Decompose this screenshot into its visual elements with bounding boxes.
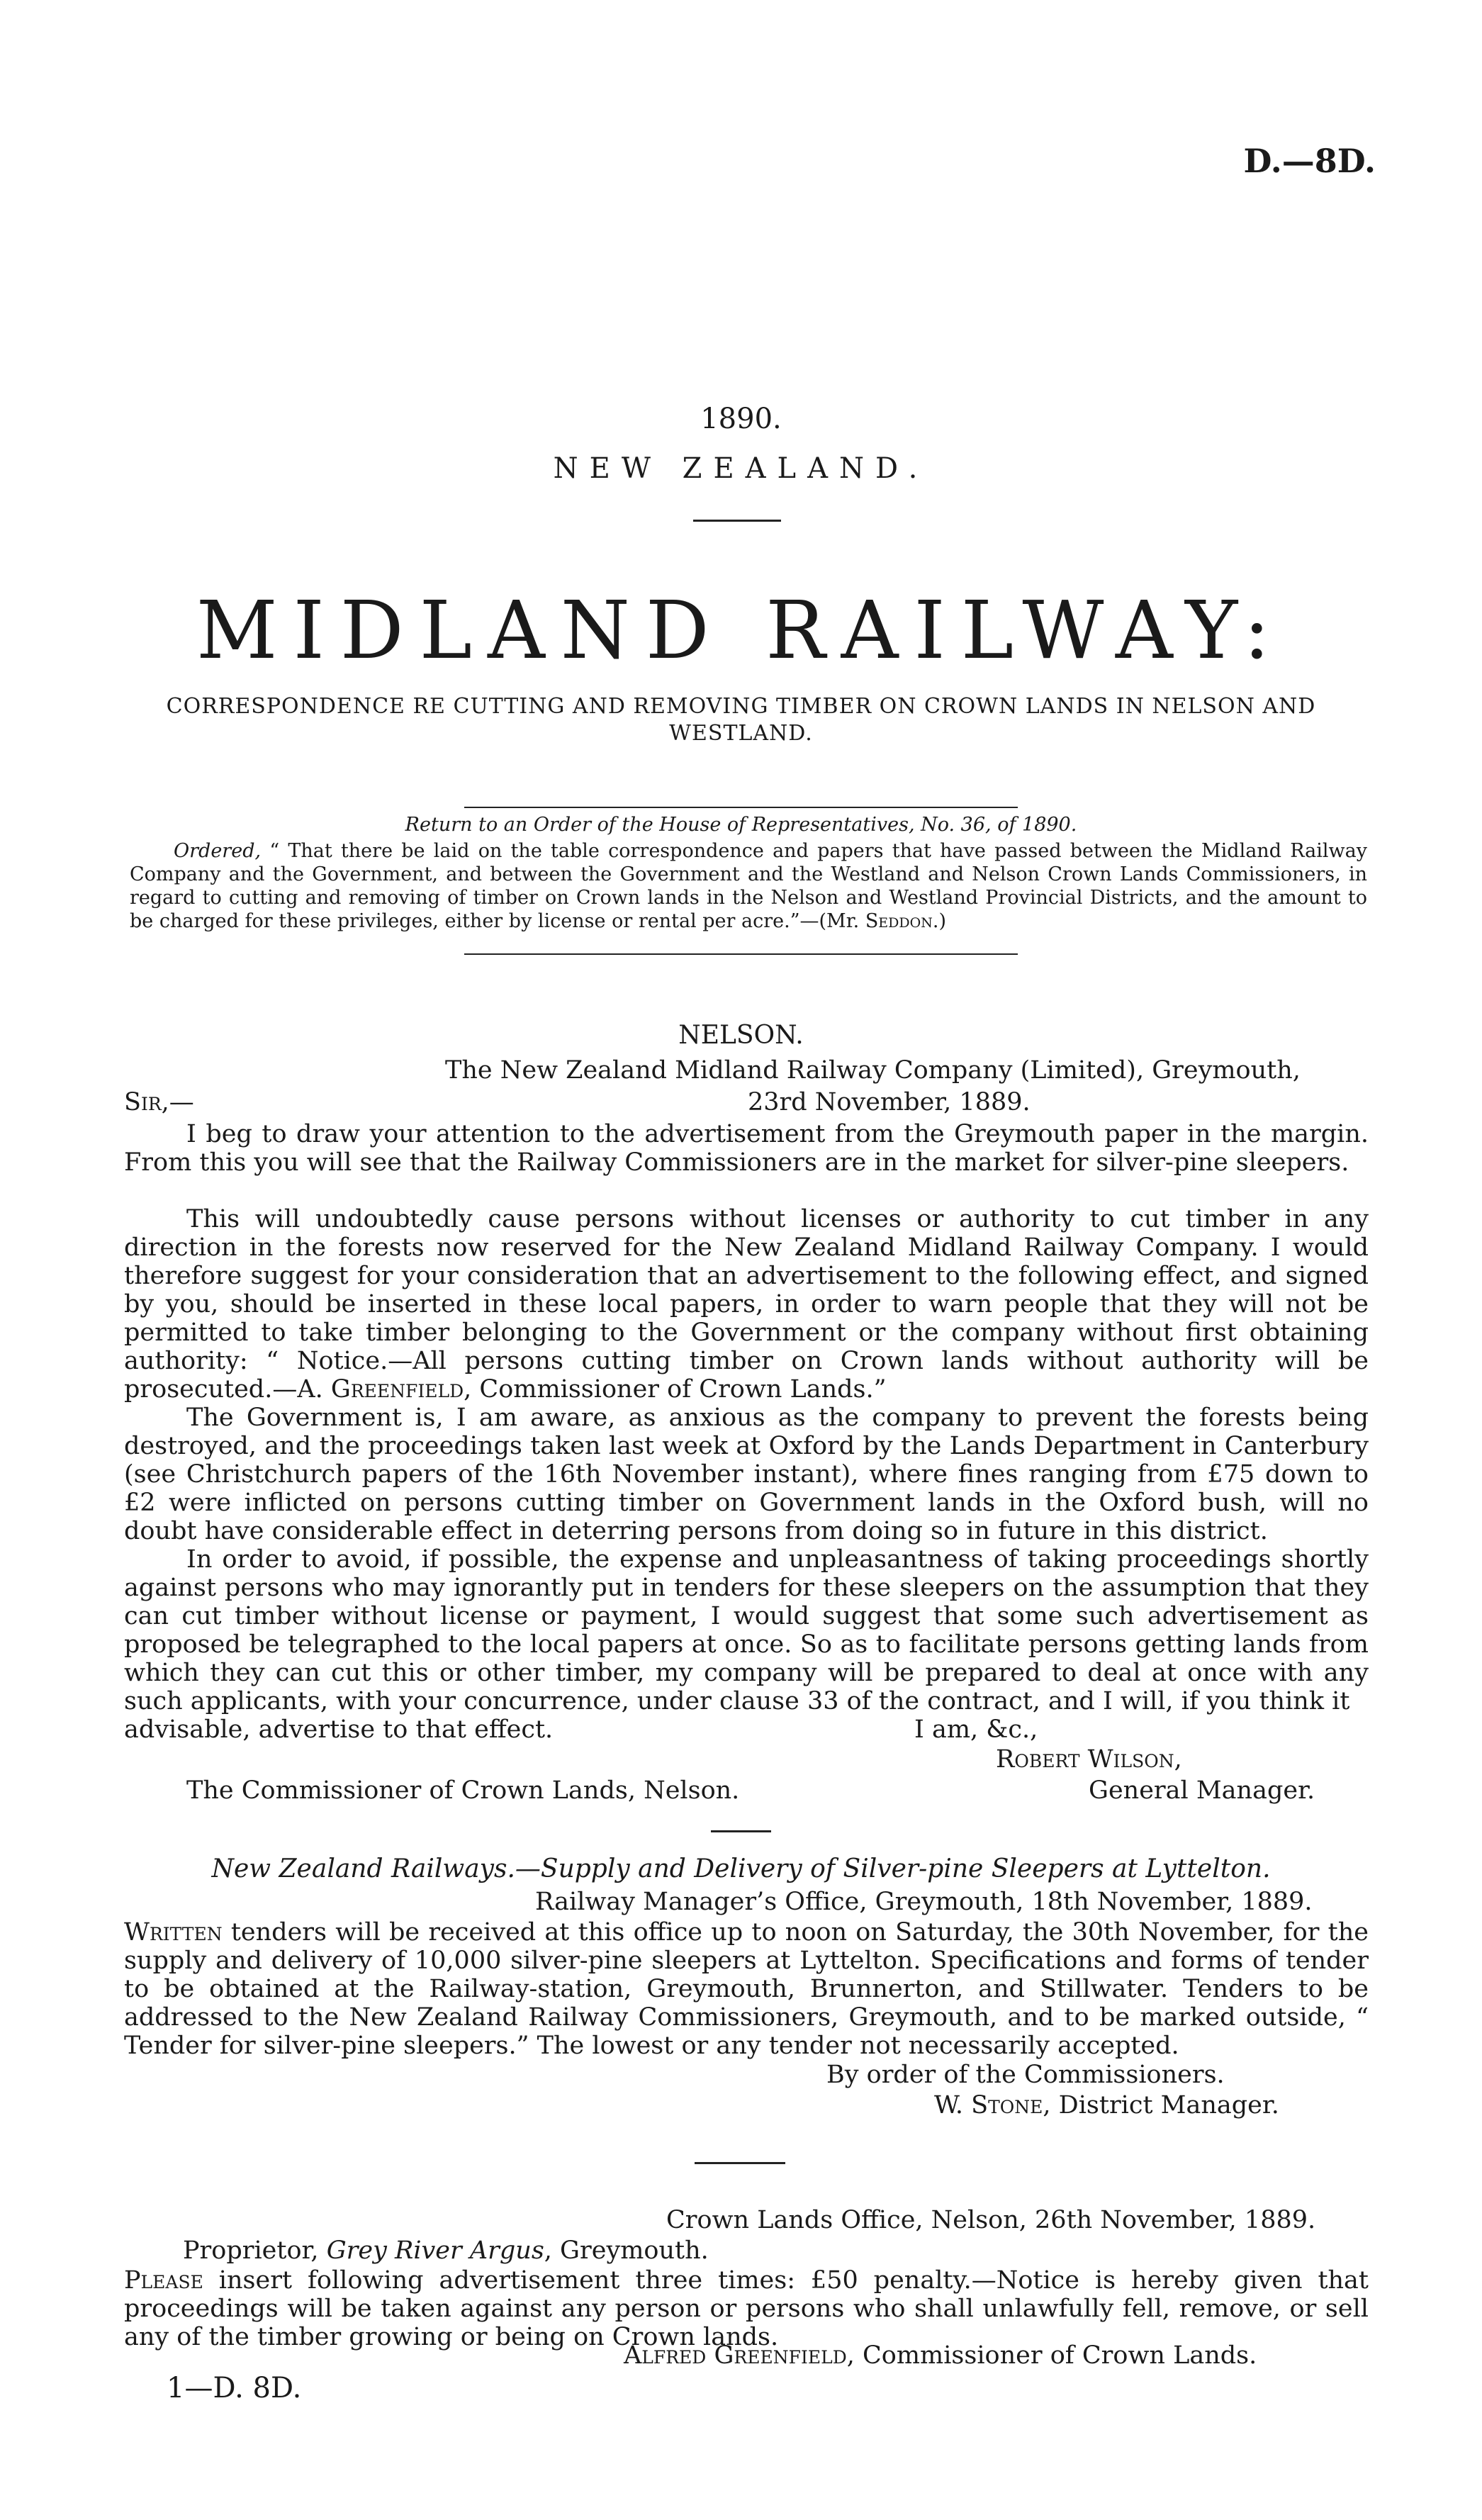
ordered-label: Ordered, xyxy=(174,840,262,862)
document-year: 1890. xyxy=(700,403,782,435)
letter2-newspaper: Grey River Argus xyxy=(326,2236,544,2265)
letter1-salutation: Sir,— xyxy=(124,1088,194,1116)
advertisement-body xyxy=(124,1918,1369,2060)
ordered-text: “ That there be laid on the table correspondence and papers that have passed between the Midland Railway Company and the Government, and between the Government and the Westland and Nelson Crown Lands Commissioners, in regard to cutting and removing of timber on Crown lands in the Nelson and Westland Provincial Districts, and the amount to be charged for these privileges, either by license or rental per acre.”—(Mr. xyxy=(130,840,1367,932)
letter1-signer-title: General Manager. xyxy=(1089,1776,1315,1805)
letter1-addressee: The Commissioner of Crown Lands, Nelson. xyxy=(186,1776,740,1805)
letter1-paragraph-2-end: , Commissioner of Crown Lands.” xyxy=(464,1375,887,1404)
document-subtitle: CORRESPONDENCE RE CUTTING AND REMOVING TIMBER ON CROWN LANDS IN NELSON AND WESTLAND. xyxy=(166,694,1316,746)
letter2-lead-word: Please xyxy=(124,2266,203,2295)
order-text-block xyxy=(130,839,1367,933)
letter2-signer-name: Alfred Greenfield xyxy=(624,2341,847,2370)
advertisement-body-text: tenders will be received at this office up to noon on Saturday, the 30th November, for the supply and delivery of 10,000 silver-pine sleepers at Lyttelton. Specifications and forms of tender to be obtained at the Railway-station, Greymouth, Brunnerton, and Stillwater. Tenders to be addressed to the New Zealand Railway Commissioners, Greymouth, and to be marked outside, “ Tender for silver-pine sleepers.” The lowest or any tender not necessarily accepted. xyxy=(124,1918,1369,2060)
advertisement-title: New Zealand Railways.—Supply and Delivery of Silver-pine Sleepers at Lyttelton. xyxy=(211,1854,1271,1883)
letter2-body-text: insert following advertisement three times: £50 penalty.—Notice is hereby given that proceedings will be taken against any person or persons who shall unlawfully fell, remove, or sell any of the timber growing or being on Crown lands. xyxy=(124,2266,1369,2351)
sheet-reference: 1—D. 8D. xyxy=(167,2372,302,2404)
header-divider xyxy=(693,520,781,522)
document-title: MIDLAND RAILWAY: xyxy=(196,585,1286,677)
letter1-paragraph-2-text: This will undoubtedly cause persons without licenses or authority to cut timber in any direction in the forests now reserved for the New Zealand Midland Railway Company. I would therefore suggest for your consideration that an advertisement to the following effect, and signed by you, should be inserted in these local papers, in order to warn people that they will not be permitted to take timber belonging to the Government or the company without first obtaining authority: “ Notice.—All persons cutting timber on Crown lands without authority will be prosecuted.—A. xyxy=(124,1205,1369,1404)
letter1-paragraph-2 xyxy=(124,1205,1369,1404)
letter2-body xyxy=(124,2266,1369,2351)
ordered-paragraph xyxy=(130,839,1367,933)
order-top-rule xyxy=(464,807,1018,808)
letter2-addressee xyxy=(183,2236,709,2265)
letter1-paragraph-4-last-line: advisable, advertise to that effect. xyxy=(124,1715,554,1744)
advertisement-signer-initial: W. xyxy=(934,2091,963,2119)
section-divider-2 xyxy=(695,2162,785,2164)
ordered-member: Seddon xyxy=(865,910,933,932)
advertisement-by-order: By order of the Commissioners. xyxy=(826,2061,1225,2089)
letter2-signer-title: , Commissioner of Crown Lands. xyxy=(846,2341,1257,2370)
advertisement-origin: Railway Manager’s Office, Greymouth, 18th November, 1889. xyxy=(535,1888,1313,1916)
letter1-paragraph-4: In order to avoid, if possible, the expense and unpleasantness of taking proceedings shortly against persons who may ignorantly put in tenders for these sleepers on the assumption that they can cut timber without license or payment, I would suggest that some such advertisement as proposed be telegraphed to the local papers at once. So as to facilitate persons getting lands from which they can cut this or other timber, my company will be prepared to deal at once with any such applicants, with your concurrence, under clause 33 of the contract, and I will, if you think it xyxy=(124,1545,1369,1715)
letter1-closing: I am, &c., xyxy=(914,1715,1038,1744)
letter2-addressee-place: , Greymouth. xyxy=(544,2236,709,2265)
page-reference: D.—8D. xyxy=(1243,142,1376,180)
letter2-origin: Crown Lands Office, Nelson, 26th November, 1889. xyxy=(666,2206,1316,2234)
letter1-signature: Robert Wilson, xyxy=(996,1745,1182,1774)
ordered-end: .) xyxy=(932,910,946,932)
advertisement-signer-title: , District Manager. xyxy=(1043,2091,1279,2119)
letter1-paragraph-1: I beg to draw your attention to the advertisement from the Greymouth paper in the margin. From this you will see that the Railway Commissioners are in the market for silver-pine sleepers. xyxy=(124,1120,1369,1177)
section-title-nelson: NELSON. xyxy=(678,1021,804,1050)
section-divider-1 xyxy=(711,1830,771,1832)
advertisement-signer xyxy=(934,2091,1279,2119)
letter2-addressee-prefix: Proprietor, xyxy=(183,2236,319,2265)
advertisement-lead-word: Written xyxy=(124,1918,223,1947)
document-country: NEW ZEALAND. xyxy=(553,452,929,485)
letter1-date: 23rd November, 1889. xyxy=(748,1088,1031,1116)
order-bottom-rule xyxy=(464,953,1018,955)
return-order-line: Return to an Order of the House of Representatives, No. 36, of 1890. xyxy=(405,814,1077,836)
advertisement-signer-name: Stone xyxy=(971,2091,1043,2119)
letter1-sender-line: The New Zealand Midland Railway Company (Limited), Greymouth, xyxy=(445,1056,1301,1085)
letter1-paragraph-3: The Government is, I am aware, as anxious as the company to prevent the forests being destroyed, and the proceedings taken last week at Oxford by the Lands Department in Canterbury (see Christchurch papers of the 16th November instant), where fines ranging from £75 down to £2 were inflicted on persons cutting timber on Government lands in the Oxford bush, will no doubt have considerable effect in deterring persons from doing so in future in this district. xyxy=(124,1404,1369,1545)
letter2-signer xyxy=(624,2341,1257,2370)
letter1-commissioner-name: Greenfield xyxy=(330,1375,464,1404)
